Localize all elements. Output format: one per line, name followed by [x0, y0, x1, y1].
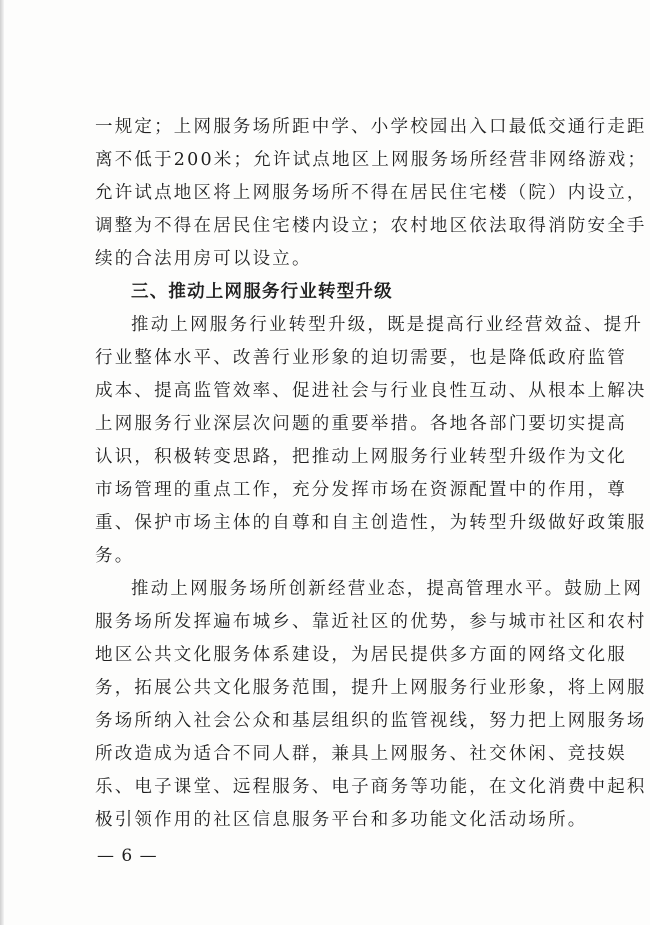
text-line: 地区公共文化服务体系建设，为居民提供多方面的网络文化服 [95, 645, 627, 665]
text-line: 所改造成为适合不同人群，兼具上网服务、社交休闲、竞技娱 [95, 744, 627, 764]
scan-edge [0, 0, 4, 925]
text-line: 认识，积极转变思路，把推动上网服务行业转型升级作为文化 [95, 447, 627, 467]
section-heading: 三、推动上网服务行业转型升级 [131, 282, 393, 302]
page-number: — 6 — [97, 846, 158, 866]
text-line: 务场所纳入社会公众和基层组织的监管视线，努力把上网服务场 [95, 711, 647, 731]
text-line: 推动上网服务行业转型升级，既是提高行业经营效益、提升 [131, 315, 644, 335]
text-line: 一规定；上网服务场所距中学、小学校园出入口最低交通行走距 [95, 117, 647, 137]
text-line: 务。 [95, 546, 135, 566]
text-line: 调整为不得在居民住宅楼内设立；农村地区依法取得消防安全手 [95, 216, 647, 236]
text-line: 允许试点地区将上网服务场所不得在居民住宅楼（院）内设立， [95, 183, 647, 203]
text-line: 重、保护市场主体的自尊和自主创造性，为转型升级做好政策服 [95, 513, 647, 533]
text-line: 乐、电子课堂、远程服务、电子商务等功能，在文化消费中起积 [95, 777, 647, 797]
text-line: 极引领作用的社区信息服务平台和多功能文化活动场所。 [95, 810, 588, 830]
text-line: 上网服务行业深层次问题的重要举措。各地各部门要切实提高 [95, 414, 627, 434]
text-line: 离不低于200米；允许试点地区上网服务场所经营非网络游戏； [95, 150, 648, 170]
text-line: 务，拓展公共文化服务范围，提升上网服务行业形象，将上网服 [95, 678, 647, 698]
text-line: 续的合法用房可以设立。 [95, 249, 312, 269]
text-line: 推动上网服务场所创新经营业态，提高管理水平。鼓励上网 [131, 579, 644, 599]
text-line: 成本、提高监管效率、促进社会与行业良性互动、从根本上解决 [95, 381, 647, 401]
text-line: 市场管理的重点工作，充分发挥市场在资源配置中的作用，尊 [95, 480, 627, 500]
text-line: 服务场所发挥遍布城乡、靠近社区的优势，参与城市社区和农村 [95, 612, 647, 632]
text-line: 行业整体水平、改善行业形象的迫切需要，也是降低政府监管 [95, 348, 627, 368]
